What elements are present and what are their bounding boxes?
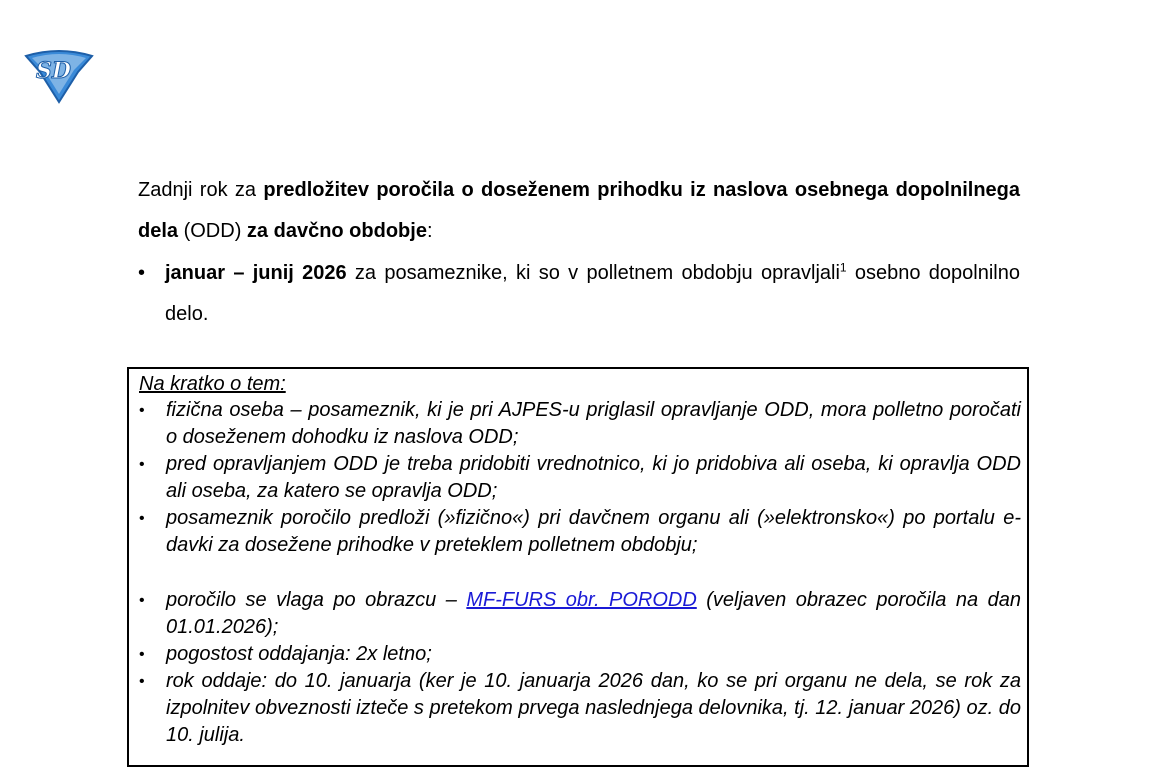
summary-box (127, 367, 1029, 767)
bullet-glyph: • (138, 262, 146, 284)
list-item: • posameznik poročilo predloži (»fizično«) pri davčnem organu ali (»elektronsko«) po portalu e-davki za dosežene prihodke v preteklem polletnem obdobju; (139, 507, 1021, 556)
intro-bold-1: predložitev poročila o doseženem prihodku iz naslova osebnega dopolnilnega dela (138, 179, 1020, 242)
period-bold: januar – junij 2026 (165, 262, 347, 284)
list-item: • pred opravljanjem ODD je treba pridobiti vrednotnico, ki jo pridobiva ali oseba, ki opravlja ODD ali oseba, za katero se opravlja ODD; (139, 453, 1021, 502)
summary-list (139, 397, 1021, 749)
intro-paragraph (138, 170, 1020, 252)
list-item: • pogostost oddajanja: 2x letno; (139, 643, 432, 665)
summary-title: Na kratko o tem: (139, 373, 286, 395)
period-bullet (138, 253, 1020, 335)
list-item: • rok oddaje: do 10. januarja (ker je 10. januarja 2026 dan, ko se pri organu ne dela, se rok za izpolnitev obveznosti izteče s pretekom prvega naslednjega delovnika, tj. 12. januar 2026) oz. do 10. julija. (139, 670, 1021, 746)
list-item: • fizična oseba – posameznik, ki je pri AJPES-u priglasil opravljanje ODD, mora polletno poročati o doseženem dohodku iz naslova ODD; (139, 399, 1021, 448)
sd-logo-icon (22, 48, 96, 104)
intro-text-1: Zadnji rok za (138, 179, 264, 201)
intro-bold-2: za davčno obdobje (246, 220, 427, 242)
svg-text:SD: SD (36, 58, 71, 84)
porodd-form-link[interactable]: MF-FURS obr. PORODD (466, 589, 697, 611)
intro-text-2: (ODD) (178, 220, 247, 242)
period-text-2: osebno dopolnilno delo. (165, 262, 1020, 325)
footnote-ref[interactable]: 1 (839, 260, 847, 275)
list-item-form: • poročilo se vlaga po obrazcu – MF-FURS obr. PORODD (veljaven obrazec poročila na dan 01.01.2026); (139, 589, 1021, 638)
intro-text-3: : (426, 220, 433, 242)
period-text: za posameznike, ki so v polletnem obdobju opravljali (346, 262, 840, 284)
